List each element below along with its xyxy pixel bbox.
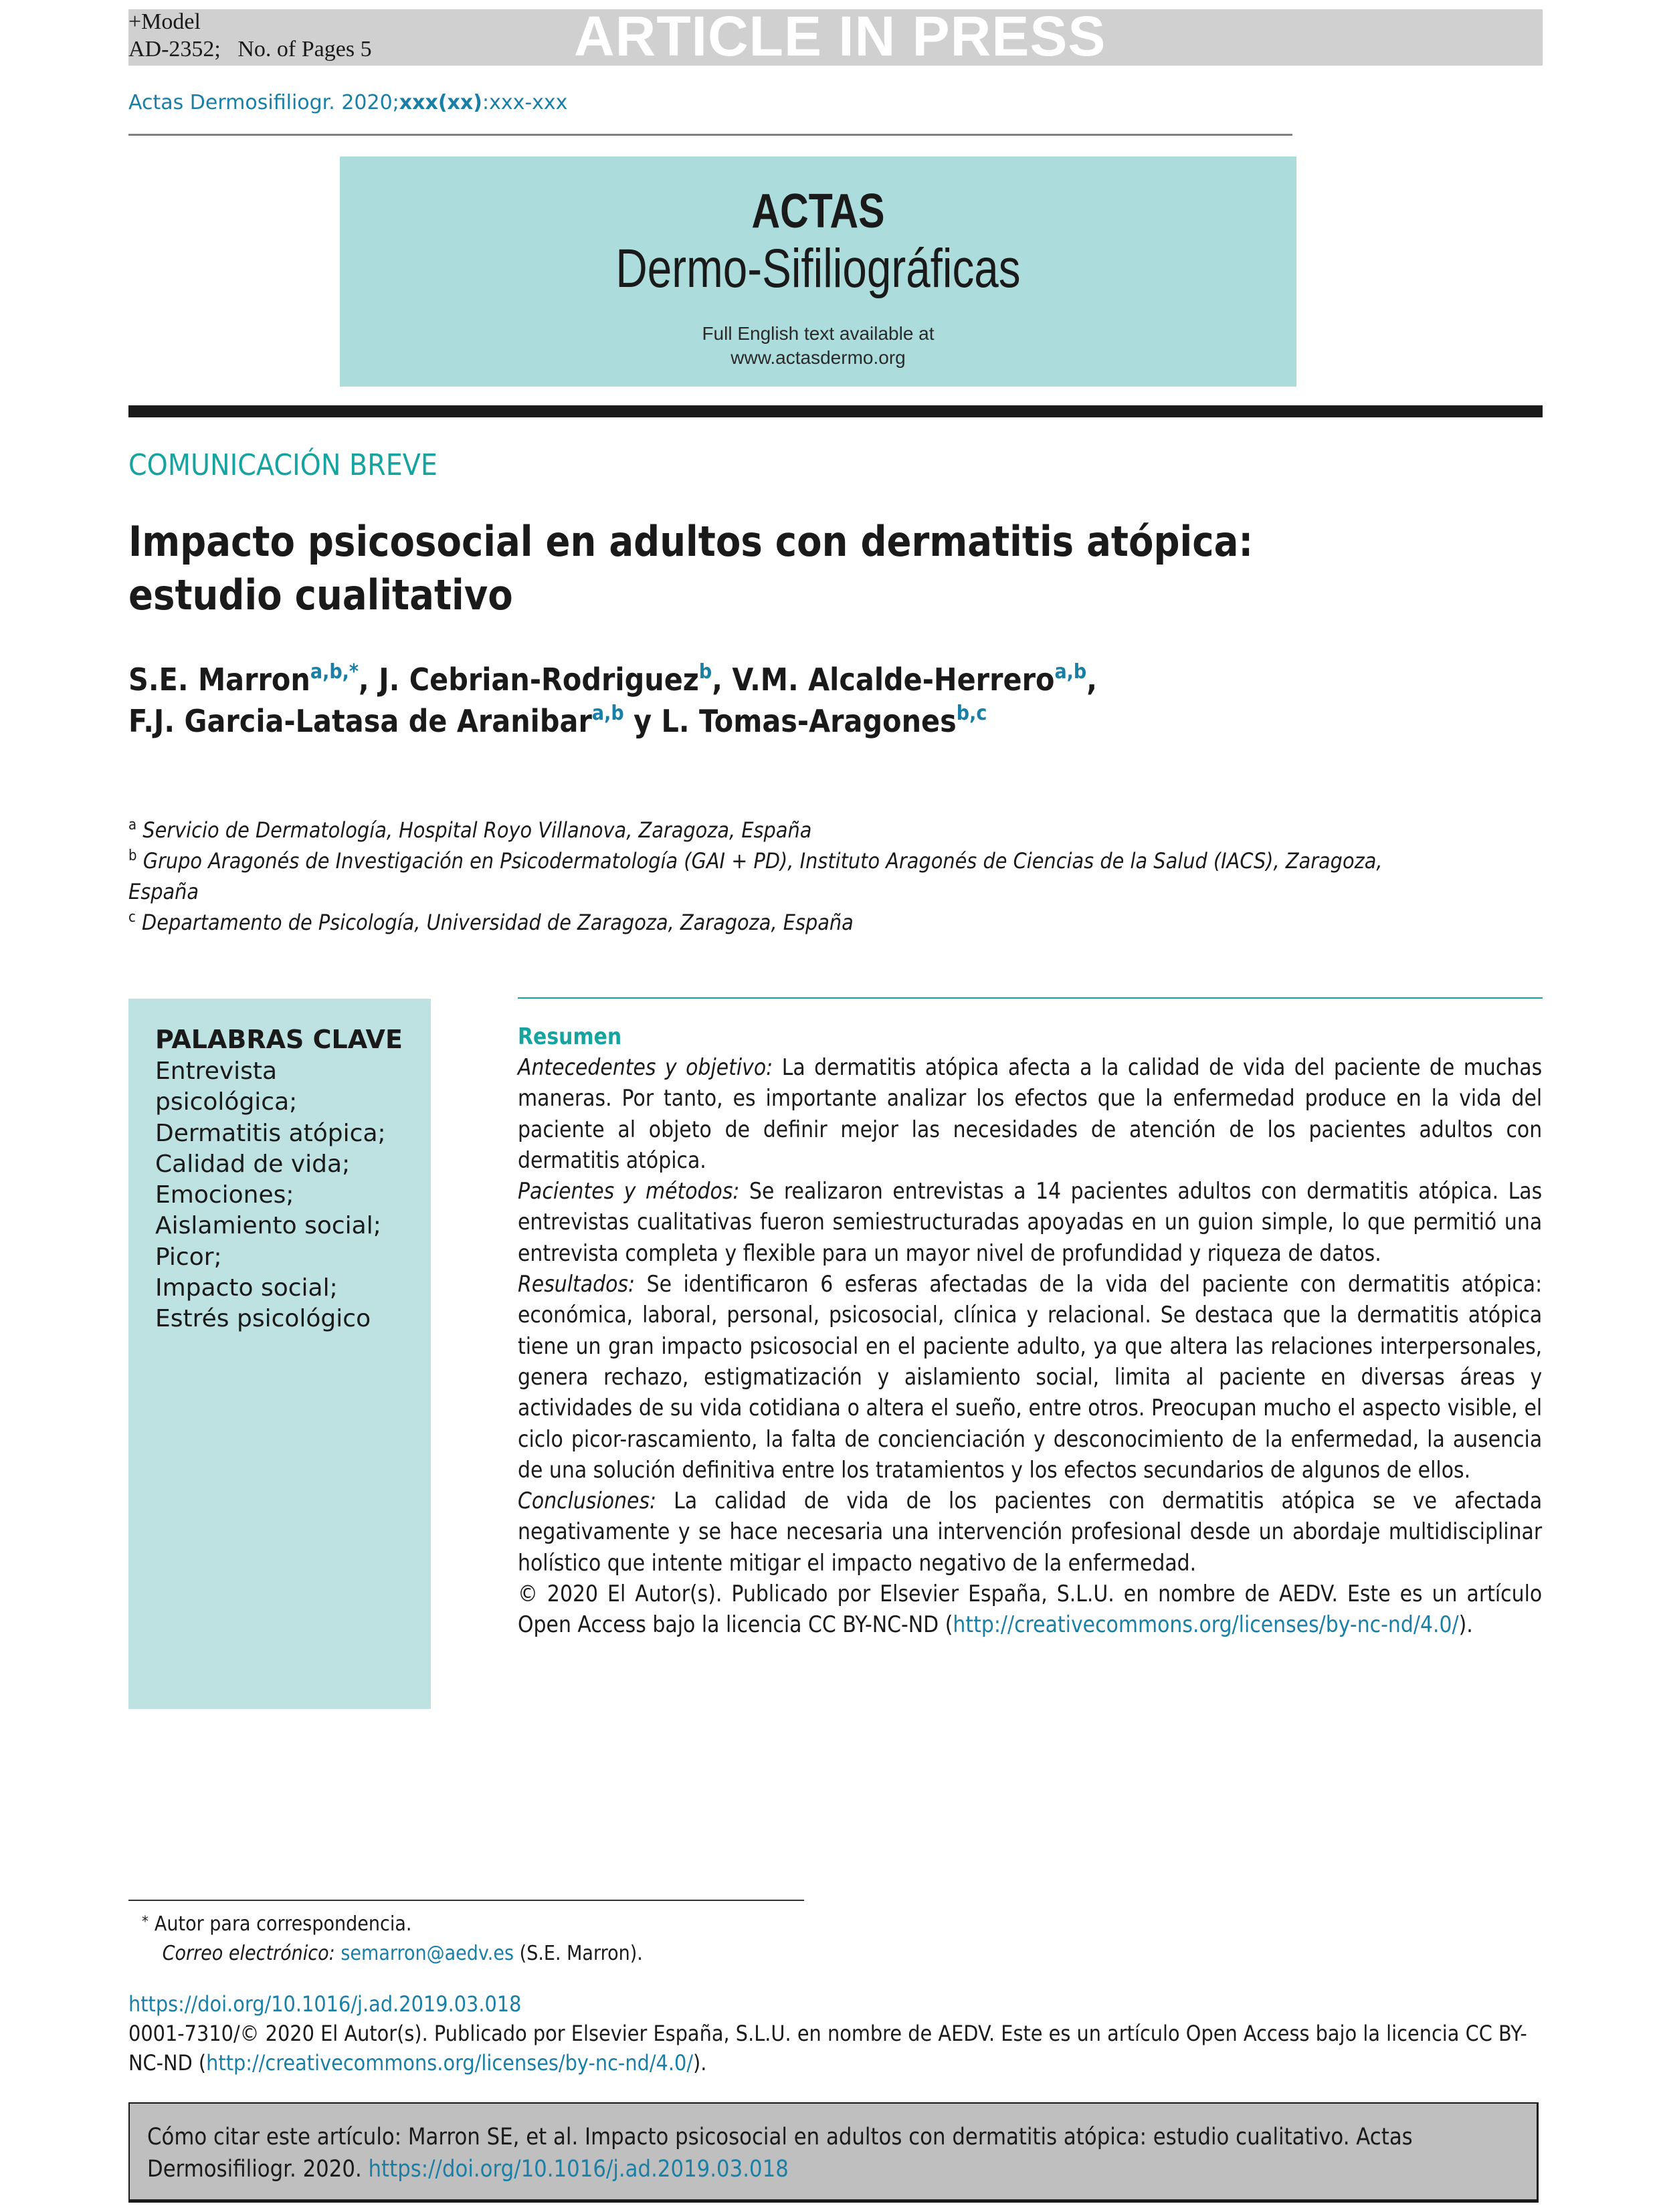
abstract-section <box>518 1269 1542 1486</box>
keyword-item: Picor; <box>155 1243 222 1271</box>
asterisk-mark: * <box>142 1914 149 1930</box>
license-end: ). <box>693 2050 707 2076</box>
keyword-item: Entrevista <box>155 1058 278 1085</box>
affiliation-mark: b <box>128 847 137 864</box>
license-statement <box>128 2019 1543 2078</box>
journal-banner <box>340 157 1296 387</box>
author-name: V.M. Alcalde-Herrero <box>732 662 1055 698</box>
affiliation-mark: c <box>128 909 136 926</box>
email-label: Correo electrónico: <box>162 1942 335 1965</box>
journal-banner-note: Full English text available at <box>702 323 935 344</box>
model-label: +Model <box>128 9 201 34</box>
article-in-press-title: ARTICLE IN PRESS <box>574 5 1106 68</box>
section-label: COMUNICACIÓN BREVE <box>128 448 437 482</box>
license-link[interactable]: http://creativecommons.org/licenses/by-nc-nd/4.0/ <box>206 2050 694 2076</box>
author-name: S.E. Marron <box>128 662 310 698</box>
affiliation-text: Departamento de Psicología, Universidad de Zaragoza, Zaragoza, España <box>142 910 854 935</box>
author-name: J. Cebrian-Rodriguez <box>379 662 699 698</box>
email-line <box>142 1939 864 1969</box>
author-name: F.J. Garcia-Latasa de Aranibar <box>128 703 592 739</box>
keywords-list <box>155 1056 423 1335</box>
journal-citation-prefix: Actas Dermosifiliogr. 2020; <box>128 91 399 114</box>
author-affiliation-mark[interactable]: a,b <box>591 702 624 725</box>
abstract-title: Resumen <box>518 1023 622 1050</box>
author-separator: y <box>623 703 662 739</box>
keyword-item: Impacto social; <box>155 1274 338 1302</box>
article-title: Impacto psicosocial en adultos con dermatitis atópica: estudio cualitativo <box>128 517 1254 619</box>
affiliation-text: Servicio de Dermatología, Hospital Royo Villanova, Zaragoza, España <box>142 817 812 843</box>
abstract-section-text: La dermatitis atópica afecta a la calidad de vida del paciente de muchas maneras. Por tanto, es importante analizar los efectos que la enfermedad produce en la vida del paciente al objeto de definir mejor las necesidades de atención de los pacientes adultos con dermatitis atópica. <box>518 1054 1543 1174</box>
author-affiliation-mark[interactable]: b,c <box>956 702 987 725</box>
abstract-section <box>518 1176 1542 1269</box>
keywords-title: PALABRAS CLAVE <box>155 1025 403 1054</box>
journal-citation-volume: xxx(xx) <box>399 91 482 114</box>
email-owner: (S.E. Marron). <box>514 1942 643 1965</box>
author-affiliation-mark[interactable]: b <box>698 660 712 684</box>
author-affiliation-mark[interactable]: a,b <box>1054 660 1087 684</box>
author-separator: , <box>359 662 379 698</box>
author-separator: , <box>1086 662 1097 698</box>
keywords-panel <box>128 999 431 1709</box>
citation-doi-link[interactable]: https://doi.org/10.1016/j.ad.2019.03.018 <box>368 2156 789 2183</box>
copyright-text: © 2020 El Autor(s). Publicado por Elsevier España, S.L.U. en nombre de AEDV. Este es un artículo Open Access bajo la licencia CC BY-NC-ND ( <box>518 1581 1543 1639</box>
author-name: L. Tomas-Aragones <box>661 703 957 739</box>
keyword-item: Calidad de vida; <box>155 1150 351 1178</box>
keyword-item: Estrés psicológico <box>155 1305 371 1333</box>
journal-citation-pages: :xxx-xxx <box>482 91 568 114</box>
author-affiliation-mark[interactable]: a,b,* <box>310 660 359 684</box>
license-link[interactable]: http://creativecommons.org/licenses/by-nc-nd/4.0/ <box>953 1611 1459 1639</box>
affiliation-item <box>128 907 1401 938</box>
how-to-cite-box <box>128 2102 1539 2203</box>
abstract-section-heading: Pacientes y métodos: <box>518 1178 740 1205</box>
license-text: 0001-7310/© 2020 El Autor(s). Publicado por Elsevier España, S.L.U. en nombre de AEDV. Este es un artículo Open Access bajo la licencia CC BY-NC-ND ( <box>128 2021 1527 2076</box>
keyword-item: psicológica; <box>155 1088 298 1116</box>
correspondence-label: Autor para correspondencia. <box>154 1912 412 1936</box>
journal-citation <box>128 91 567 114</box>
citation-text: Cómo citar este artículo: Marron SE, et al. Impacto psicosocial en adultos con dermatitis atópica: estudio cualitativo. Actas Dermosifiliogr. 2020. <box>147 2124 1413 2183</box>
journal-banner-name: Dermo-Sifiliográficas <box>615 238 1021 299</box>
keyword-item: Dermatitis atópica; <box>155 1119 386 1147</box>
correspondence-line <box>142 1908 864 1939</box>
keyword-item: Emociones; <box>155 1181 294 1209</box>
doi-link[interactable]: https://doi.org/10.1016/j.ad.2019.03.018 <box>128 1991 522 2017</box>
affiliation-list <box>128 815 1401 938</box>
abstract-copyright <box>518 1579 1542 1641</box>
abstract-section-text: Se identificaron 6 esferas afectadas de la vida del paciente con dermatitis atópica: económica, laboral, personal, psicosocial, clínica y relacional. Se destaca que la dermatitis atópica tiene un gran impacto psicosocial en el paciente adulto, ya que altera las relaciones interpersonales, genera rechazo, estigmatización y aislamiento social, limita al paciente en diversas áreas y actividades de su vida cotidiana o altera el sueño, entre otros. Preocupan mucho el aspecto visible, el ciclo picor-rascamiento, la falta de concienciación y desconocimiento de la enfermedad, la ausencia de una solución definitiva entre los tratamientos y los efectos secundarios de algunos de ellos. <box>518 1271 1543 1484</box>
journal-banner-url[interactable]: www.actasdermo.org <box>730 347 906 368</box>
author-list <box>128 659 1393 742</box>
abstract-section-heading: Conclusiones: <box>518 1488 657 1515</box>
journal-banner-actas: ACTAS <box>751 185 885 238</box>
keyword-item: Aislamiento social; <box>155 1212 381 1240</box>
author-separator: , <box>712 662 733 698</box>
correspondence-footnote <box>142 1908 864 1969</box>
affiliation-mark: a <box>128 817 137 833</box>
copyright-end: ). <box>1458 1611 1473 1639</box>
abstract-section <box>518 1052 1542 1176</box>
abstract-section-heading: Antecedentes y objetivo: <box>518 1054 773 1081</box>
manuscript-label: AD-2352; No. of Pages 5 <box>128 37 372 62</box>
abstract-section-text: Se realizaron entrevistas a 14 pacientes adultos con dermatitis atópica. Las entrevistas cualitativas fueron semiestructuradas apoyadas en un guion simple, lo que permitió una entrevista completa y flexible para un mayor nivel de profundidad y riqueza de datos. <box>518 1178 1543 1267</box>
abstract-section-heading: Resultados: <box>518 1271 636 1298</box>
affiliation-item <box>128 845 1401 907</box>
affiliation-item <box>128 815 1401 845</box>
abstract-section <box>518 1486 1542 1579</box>
abstract-body <box>518 1052 1542 1641</box>
affiliation-text: Grupo Aragonés de Investigación en Psicodermatología (GAI + PD), Instituto Aragonés de Ciencias de la Salud (IACS), Zaragoza, España <box>128 848 1383 904</box>
header-divider <box>128 134 1292 136</box>
abstract-section-text: La calidad de vida de los pacientes con dermatitis atópica se ve afectada negativamente y se hace necesaria una intervención profesional desde un abordaje multidisciplinar holístico que intente mitigar el impacto negativo de la enfermedad. <box>518 1488 1543 1577</box>
email-link[interactable]: semarron@aedv.es <box>340 1942 514 1965</box>
footnote-divider <box>128 1900 804 1901</box>
abstract-divider <box>518 997 1543 999</box>
title-divider-bar <box>128 405 1543 417</box>
how-to-cite-text <box>147 2121 1519 2185</box>
